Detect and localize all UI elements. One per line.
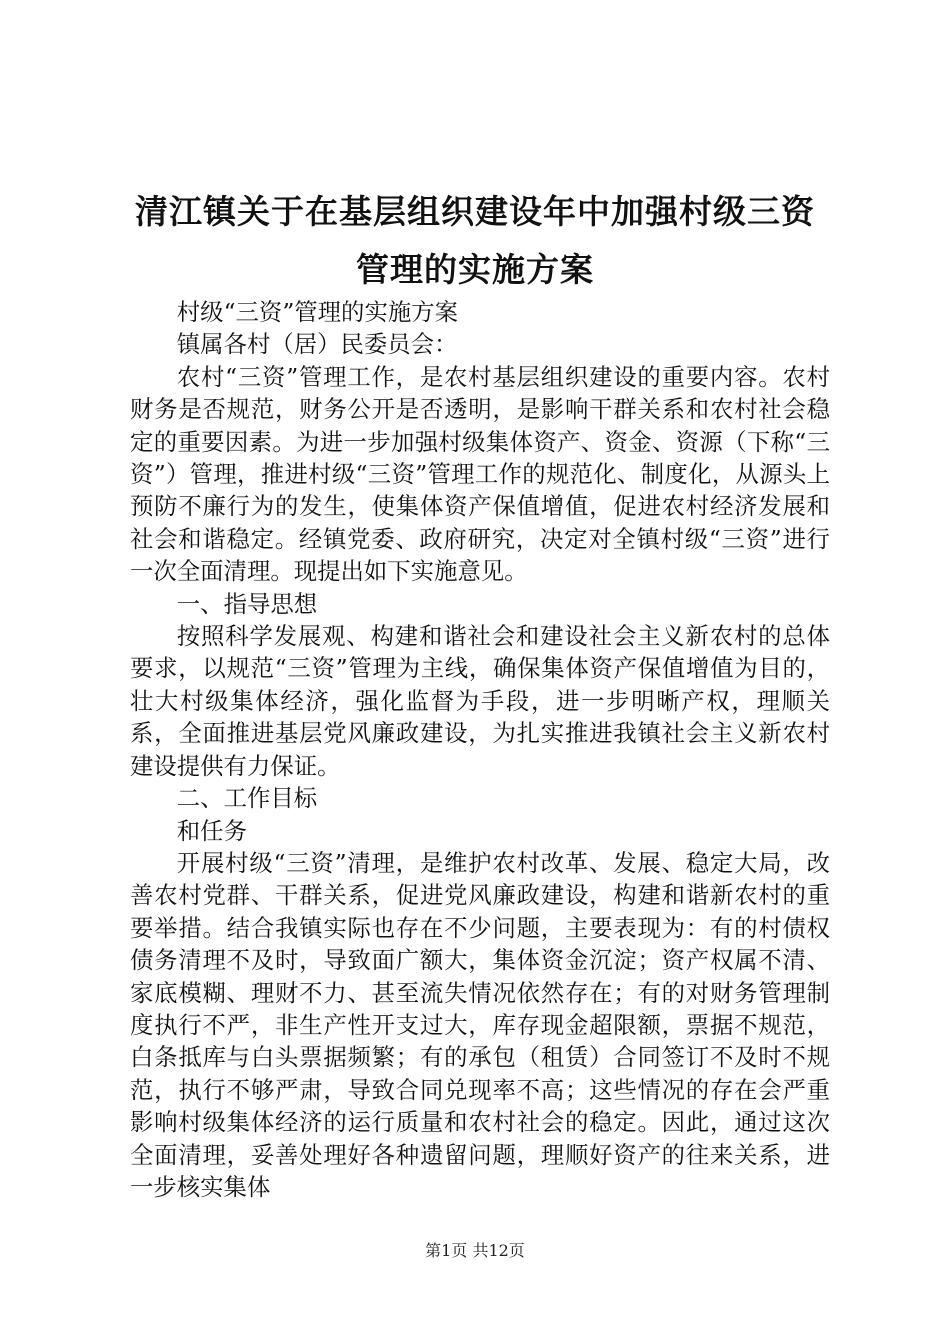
- page-indicator: 第1页 共12页: [425, 1241, 525, 1260]
- guiding-ideology-paragraph: 按照科学发展观、构建和谐社会和建设社会主义新农村的总体要求，以规范“三资”管理为主线，确保集体资产保值增值为目的，壮大村级集体经济，强化监督为手段，进一步明晰产权，理顺关系，全面推进基层党风廉政建设，为扎实推进我镇社会主义新农村建设提供有力保证。: [130, 622, 830, 780]
- document-title-line-1: 清江镇关于在基层组织建设年中加强村级三资: [135, 192, 815, 231]
- document-body: [130, 296, 830, 1203]
- section-heading-guiding-ideology: 一、指导思想: [176, 589, 318, 618]
- section-heading-work-goals: 二、工作目标: [176, 784, 318, 813]
- section-heading-continuation: 和任务: [176, 816, 247, 845]
- salutation-paragraph: 镇属各村（居）民委员会：: [176, 330, 458, 359]
- intro-paragraph: 农村“三资”管理工作，是农村基层组织建设的重要内容。农村财务是否规范，财务公开是否透明，是影响干群关系和农村社会稳定的重要因素。为进一步加强村级集体资产、资金、资源（下称“三资”）管理，推进村级“三资”管理工作的规范化、制度化，从源头上预防不廉行为的发生，使集体资产保值增值，促进农村经济发展和社会和谐稳定。经镇党委、政府研究，决定对全镇村级“三资”进行一次全面清理。现提出如下实施意见。: [130, 362, 830, 586]
- document-title-line-2: 管理的实施方案: [356, 250, 594, 289]
- subtitle-paragraph: 村级“三资”管理的实施方案: [176, 298, 459, 326]
- work-goals-paragraph: 开展村级“三资”清理，是维护农村改革、发展、稳定大局，改善农村党群、干群关系，促进党风廉政建设，构建和谐新农村的重要举措。结合我镇实际也存在不少问题，主要表现为：有的村债权债务清理不及时，导致面广额大，集体资金沉淀；资产权属不清、家底模糊、理财不力、甚至流失情况依然存在；有的对财务管理制度执行不严，非生产性开支过大，库存现金超限额，票据不规范，白条抵库与白头票据频繁；有的承包（租赁）合同签订不及时不规范，执行不够严肃，导致合同兑现率不高；这些情况的存在会严重影响村级集体经济的运行质量和农村社会的稳定。因此，通过这次全面清理，妥善处理好各种遗留问题，理顺好资产的往来关系，进一步核实集体: [130, 848, 830, 1201]
